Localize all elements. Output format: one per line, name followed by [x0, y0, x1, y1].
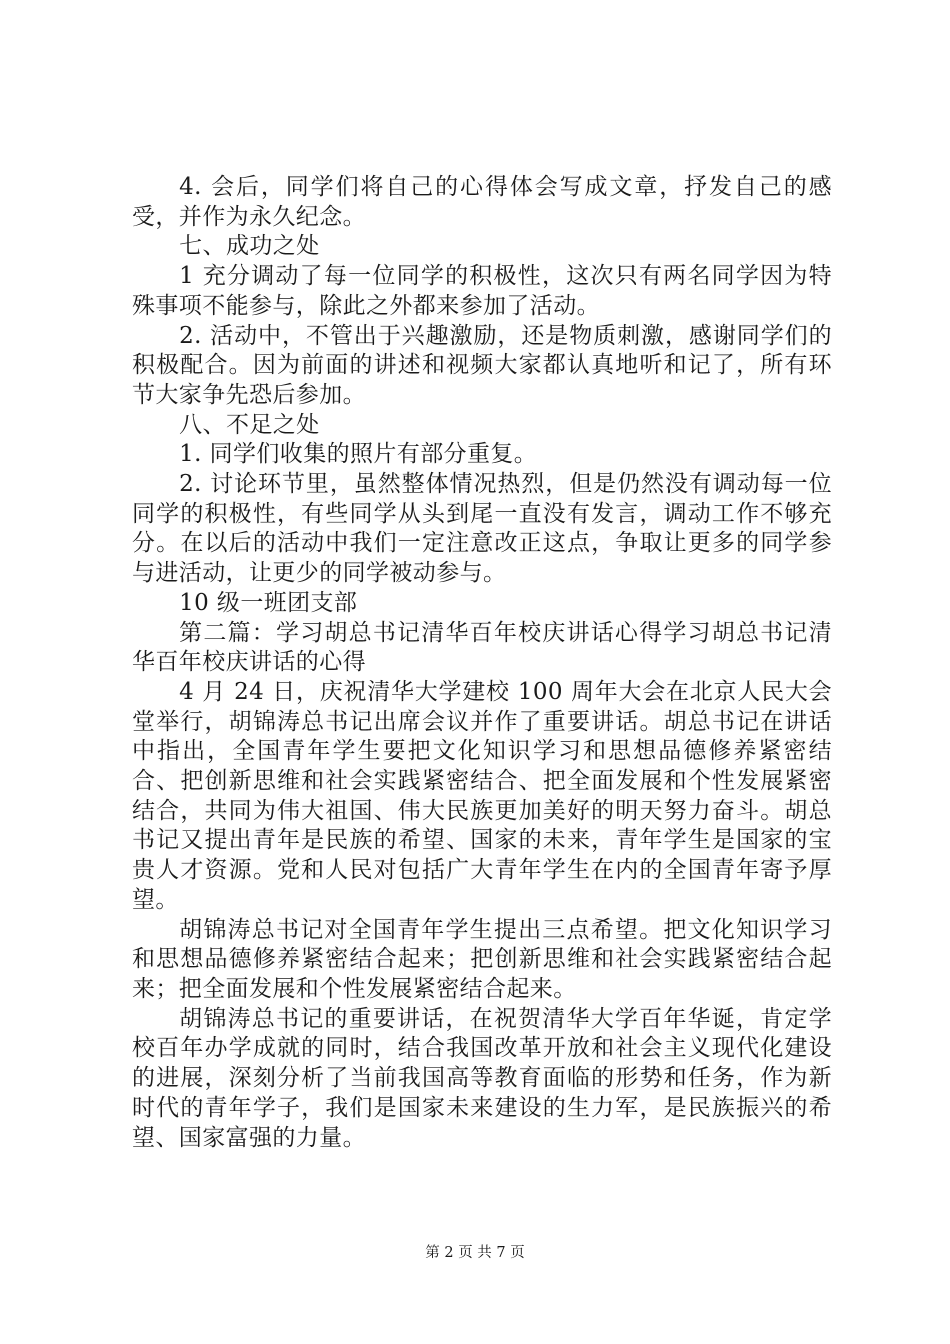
paragraph: 4 月 24 日，庆祝清华大学建校 100 周年大会在北京人民大会堂举行，胡锦涛总书记出席会议并作了重要讲话。胡总书记在讲话中指出，全国青年学生要把文化知识学习和思想品德修养紧密结合、把创新思维和社会实践紧密结合、把全面发展和个性发展紧密结合，共同为伟大祖国、伟大民族更加美好的明天努力奋斗。胡总书记又提出青年是民族的希望、国家的未来，青年学生是国家的宝贵人才资源。党和人民对包括广大青年学生在内的全国青年寄予厚望。: [132, 678, 832, 913]
paragraph: 胡锦涛总书记对全国青年学生提出三点希望。把文化知识学习和思想品德修养紧密结合起来；把创新思维和社会实践紧密结合起来；把全面发展和个性发展紧密结合起来。: [132, 916, 832, 1002]
document-body: [132, 173, 832, 1153]
signature-line: 10 级一班团支部: [179, 589, 358, 616]
page-footer: 第 2 页 共 7 页: [425, 1245, 525, 1261]
paragraph: 胡锦涛总书记的重要讲话，在祝贺清华大学百年华诞，肯定学校百年办学成就的同时，结合我国改革开放和社会主义现代化建设的进展，深刻分析了当前我国高等教育面临的形势和任务，作为新时代的青年学子，我们是国家未来建设的生力军，是民族振兴的希望、国家富强的力量。: [132, 1005, 832, 1151]
section-heading: 七、成功之处: [179, 233, 320, 260]
paragraph: 4. 会后，同学们将自己的心得体会写成文章，抒发自己的感受，并作为永久纪念。: [132, 174, 832, 230]
paragraph: 2. 讨论环节里，虽然整体情况热烈，但是仍然没有调动每一位同学的积极性，有些同学从头到尾一直没有发言，调动工作不够充分。在以后的活动中我们一定注意改正这点，争取让更多的同学参与进活动，让更少的同学被动参与。: [132, 471, 832, 587]
section-heading: 八、不足之处: [179, 411, 320, 438]
article-title: 第二篇：学习胡总书记清华百年校庆讲话心得学习胡总书记清华百年校庆讲话的心得: [132, 619, 832, 676]
paragraph: 1 充分调动了每一位同学的积极性，这次只有两名同学因为特殊事项不能参与，除此之外都来参加了活动。: [132, 263, 832, 319]
paragraph: 2. 活动中，不管出于兴趣激励，还是物质刺激，感谢同学们的积极配合。因为前面的讲述和视频大家都认真地听和记了，所有环节大家争先恐后参加。: [132, 322, 832, 408]
paragraph: 1. 同学们收集的照片有部分重复。: [179, 441, 538, 468]
